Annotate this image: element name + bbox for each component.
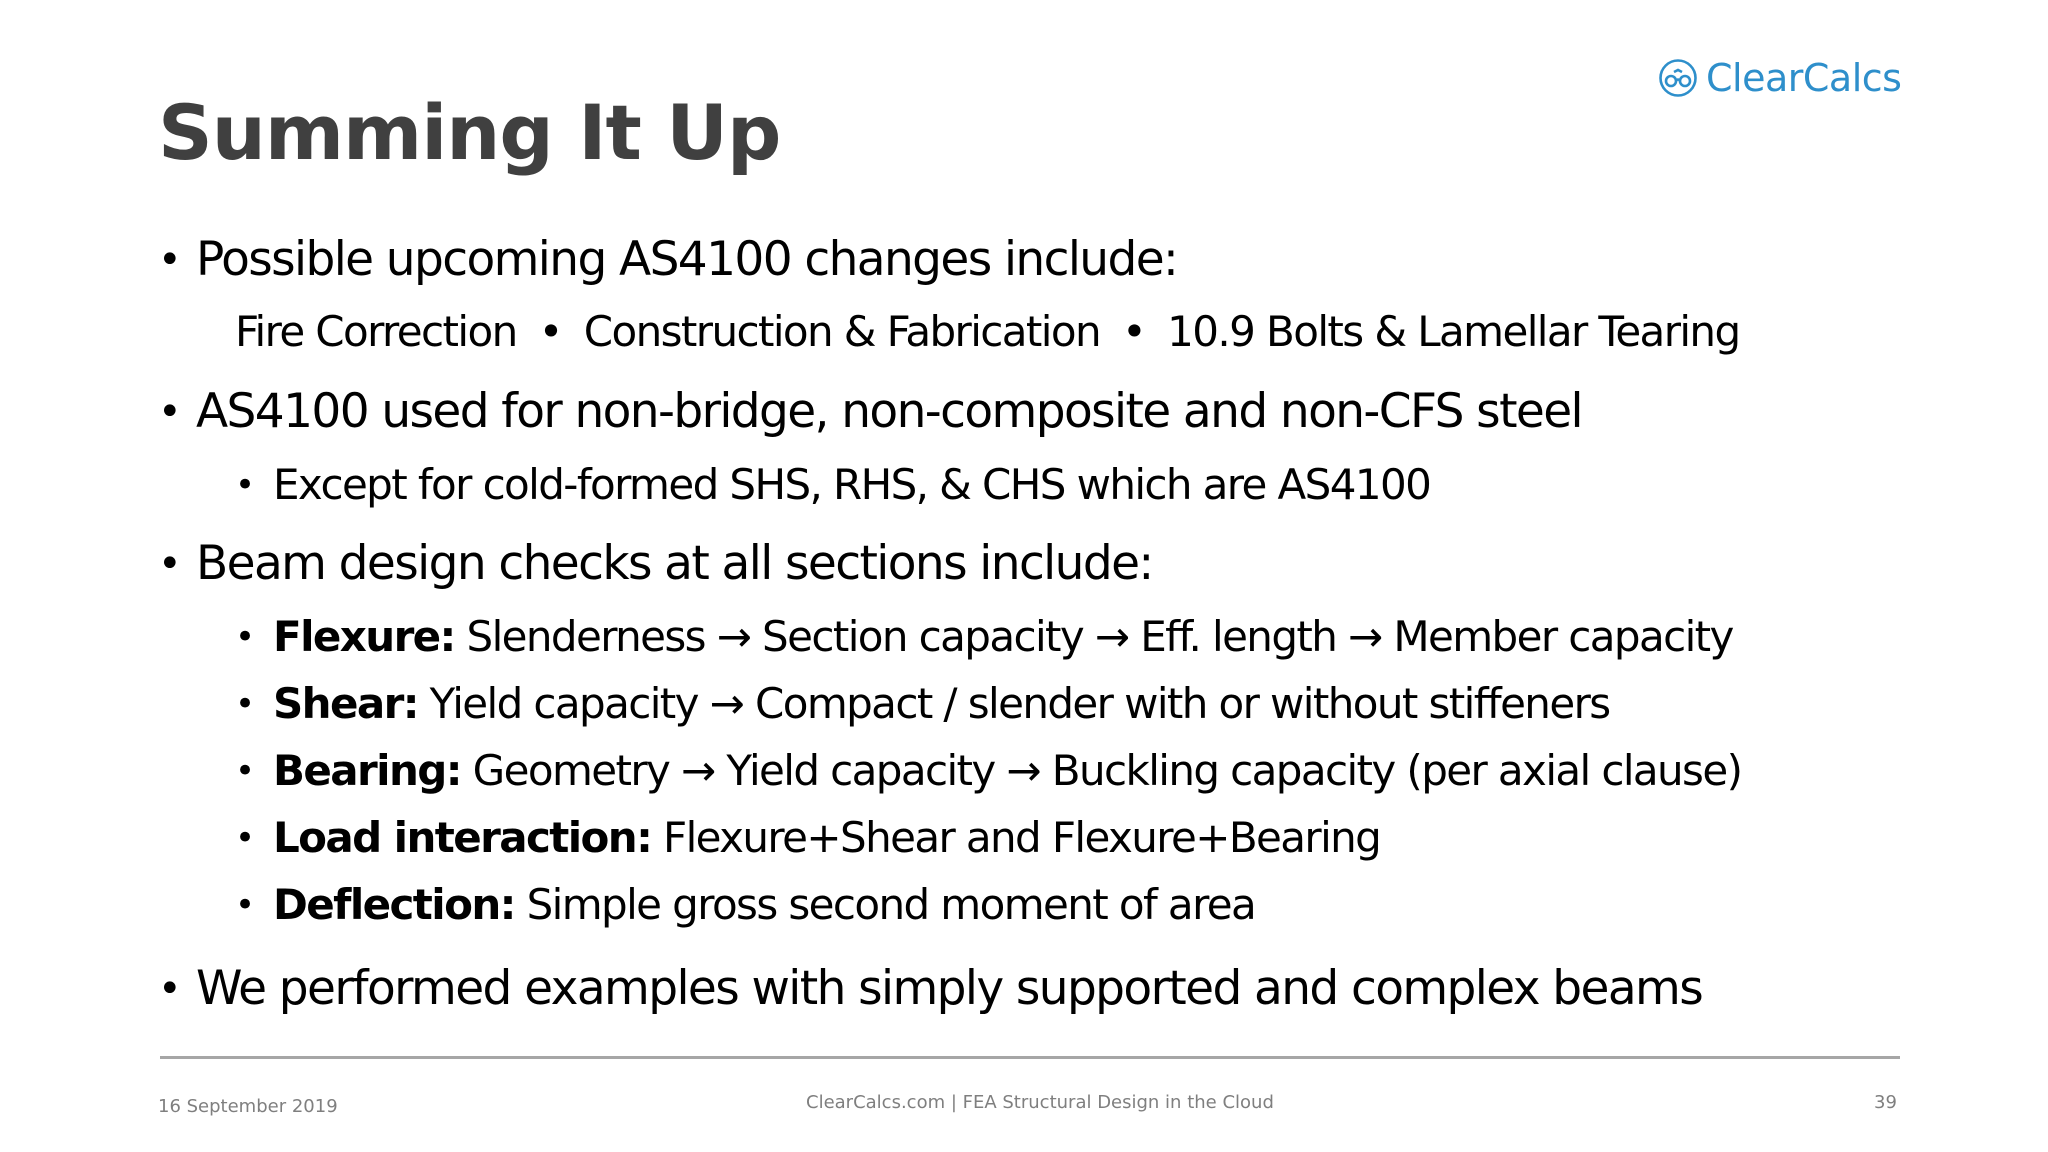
change-item: Construction & Fabrication [583,307,1100,356]
bullet-as4100-usage: AS4100 used for non-bridge, non-composite and non-CFS steel [196,384,1582,439]
inline-separator: • [1121,307,1146,356]
footer-divider [160,1056,1900,1059]
sub-bullet-exception: Except for cold-formed SHS, RHS, & CHS which are AS4100 [273,460,1431,509]
slide-title: Summing It Up [158,88,781,177]
check-label: Flexure: [273,612,455,661]
check-label: Deflection: [273,880,515,929]
sub-bullet-marker: • [235,751,256,791]
inline-separator: • [538,307,562,356]
bullet-marker: • [158,237,182,283]
check-text: Slenderness → Section capacity → Eff. length → Member capacity [454,612,1733,661]
sub-bullet-marker: • [235,617,256,657]
bicycle-glasses-icon [1658,58,1698,98]
change-item: 10.9 Bolts & Lamellar Tearing [1167,307,1740,356]
bullet-possible-changes: Possible upcoming AS4100 changes include: [196,232,1178,287]
check-text: Geometry → Yield capacity → Buckling capacity (per axial clause) [460,746,1742,795]
bullet-marker: • [158,389,182,435]
sub-bullet-flexure [273,612,1733,661]
bullet-marker: • [158,966,182,1012]
bullet-beam-checks: Beam design checks at all sections include: [196,536,1153,591]
sub-bullet-load-interaction [273,813,1380,862]
sub-bullet-deflection [273,880,1255,929]
logo-text: ClearCalcs [1706,56,1902,100]
bullet-examples: We performed examples with simply supported and complex beams [196,961,1703,1016]
footer-center-text: ClearCalcs.com | FEA Structural Design in the Cloud [806,1092,1274,1113]
bullet-marker: • [158,541,182,587]
check-text: Yield capacity → Compact / slender with or without stiffeners [417,679,1610,728]
change-item: Fire Correction [235,307,517,356]
check-label: Shear: [273,679,418,728]
sub-bullet-marker: • [235,885,256,925]
sub-bullet-bearing [273,746,1741,795]
check-label: Bearing: [273,746,461,795]
check-text: Flexure+Shear and Flexure+Bearing [651,813,1381,862]
check-label: Load interaction: [273,813,652,862]
sub-bullet-shear [273,679,1610,728]
inline-change-list [235,307,1740,356]
sub-bullet-marker: • [235,818,256,858]
sub-bullet-marker: • [235,465,256,505]
sub-bullet-marker: • [235,684,256,724]
page-number: 39 [1874,1092,1897,1113]
check-text: Simple gross second moment of area [514,880,1256,929]
footer-date: 16 September 2019 [158,1096,338,1117]
clearcalcs-logo [1658,56,1901,100]
